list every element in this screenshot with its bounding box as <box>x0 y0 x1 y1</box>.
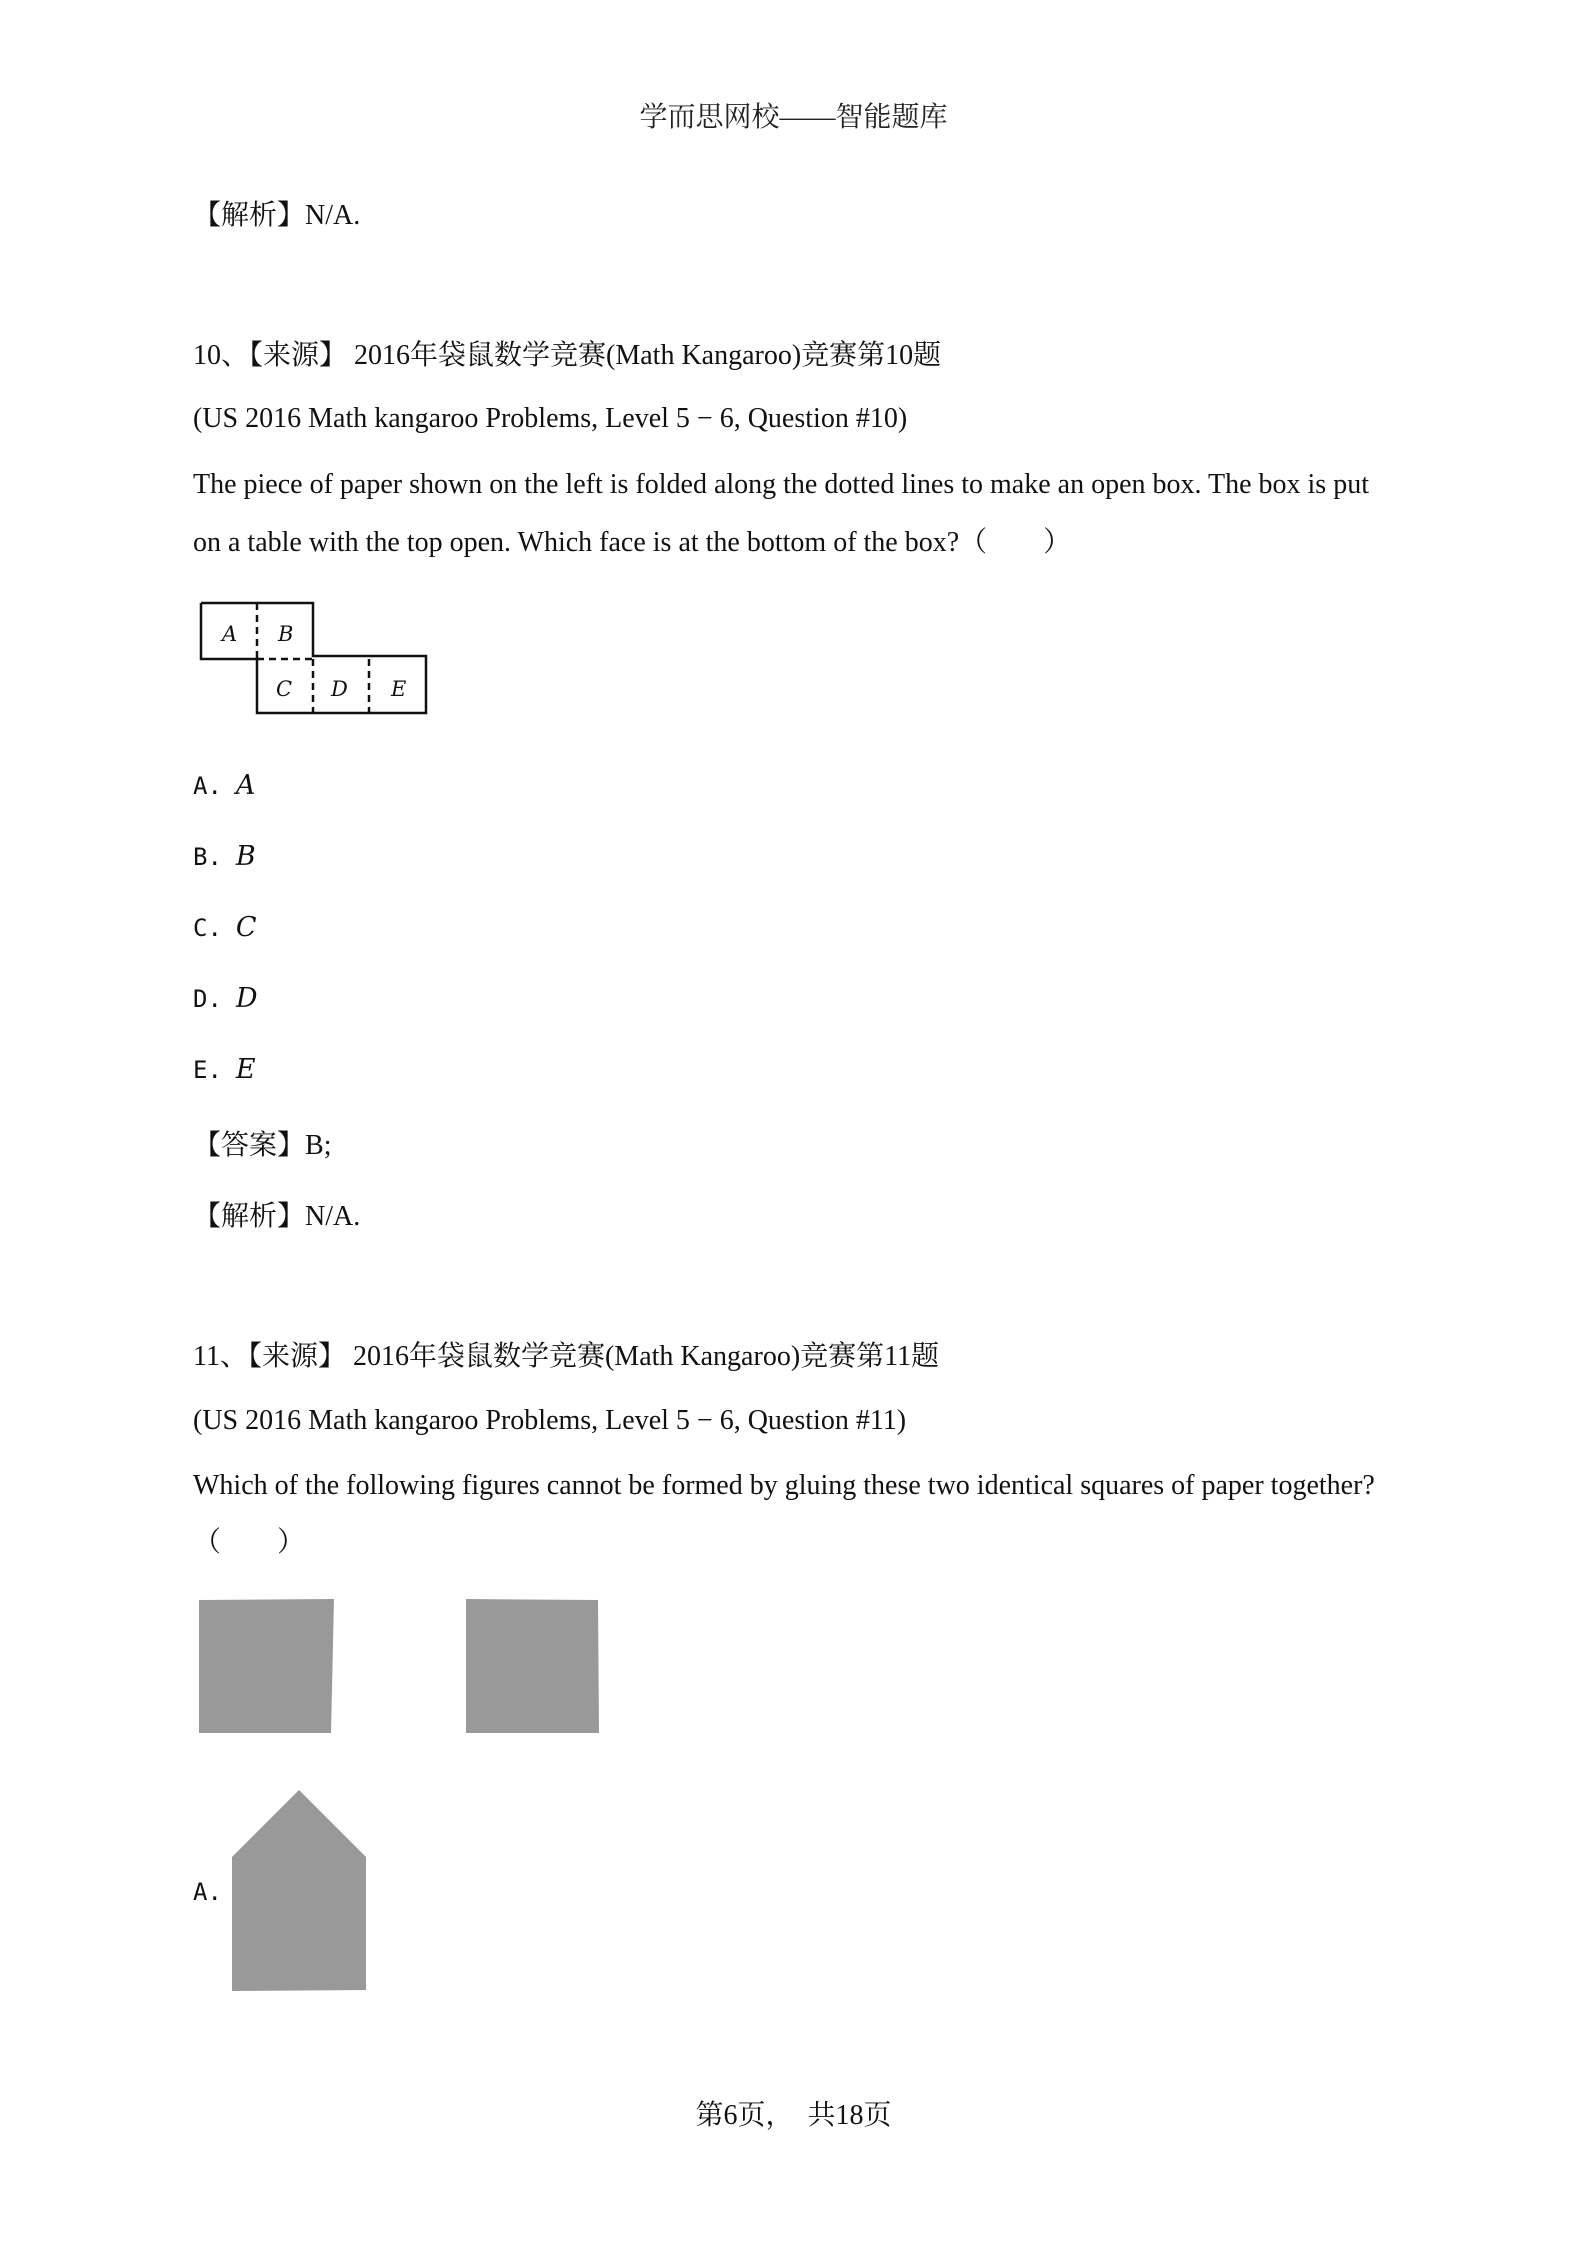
option-value: E <box>235 1054 256 1085</box>
q10-option-c[interactable] <box>193 912 257 943</box>
q11-source-text: 2016年袋鼠数学竞赛(Math Kangaroo)竞赛第11题 <box>352 1341 940 1372</box>
q11-text-line2: （ ） <box>193 1527 306 1558</box>
q10-answer-text: B; <box>305 1130 332 1161</box>
q10-source-text: 2016年袋鼠数学竞赛(Math Kangaroo)竞赛第10题 <box>354 340 942 371</box>
prev-analysis-text: N/A. <box>305 200 361 231</box>
q10-analysis-text: N/A. <box>305 1201 361 1232</box>
q10-box-net-diagram <box>200 602 430 717</box>
q11-source <box>193 1334 939 1374</box>
q10-option-d[interactable] <box>193 983 258 1014</box>
q11-source-label: 【来源】 <box>247 1341 346 1372</box>
page-footer: 第6页， 共18页 <box>695 2100 892 2131</box>
q10-number: 10、 <box>193 340 250 371</box>
option-value: C <box>235 912 257 943</box>
q10-text-line2: on a table with the top open. Which face is at the bottom of the box?（ ） <box>193 527 1072 558</box>
option-letter: E. <box>193 1056 222 1084</box>
option-letter: D. <box>193 985 222 1013</box>
q10-option-b[interactable] <box>193 841 256 872</box>
q10-text-line1: The piece of paper shown on the left is folded along the dotted lines to make an open box. The box is put <box>193 469 1369 500</box>
q10-answer-label: 【答案】 <box>193 1130 306 1161</box>
option-value: B <box>235 841 256 872</box>
q11-number: 11、 <box>193 1341 248 1372</box>
q10-option-e[interactable] <box>193 1054 256 1085</box>
option-letter: A. <box>193 1878 222 1906</box>
q10-source-label: 【来源】 <box>249 340 348 371</box>
prev-analysis-label: 【解析】 <box>193 200 306 231</box>
q10-option-a[interactable] <box>193 770 255 801</box>
net-face-b-label: B <box>278 622 294 646</box>
option-letter: A. <box>193 772 222 800</box>
option-letter: B. <box>193 843 222 871</box>
q10-source <box>193 333 941 373</box>
option-letter: C. <box>193 914 222 942</box>
q11-square-1 <box>199 1599 335 1735</box>
net-face-e-label: E <box>391 677 407 701</box>
net-face-a-label: A <box>222 622 238 646</box>
option-value: A <box>235 770 256 801</box>
option-value: D <box>235 983 258 1014</box>
q10-answer <box>193 1123 331 1163</box>
page-header: 学而思网校——智能题库 <box>639 102 948 133</box>
q10-analysis <box>193 1194 360 1234</box>
q11-option-a[interactable] <box>193 1876 222 1907</box>
net-face-d-label: D <box>331 677 348 701</box>
q10-analysis-label: 【解析】 <box>193 1201 306 1232</box>
net-face-c-label: C <box>276 677 293 701</box>
q11-option-a-house-figure <box>231 1790 368 1992</box>
q11-square-2 <box>466 1599 600 1735</box>
q10-subtitle: (US 2016 Math kangaroo Problems, Level 5 − 6, Question #10) <box>193 403 908 434</box>
q11-text-line1: Which of the following figures cannot be formed by gluing these two identical squares of paper together? <box>193 1470 1375 1501</box>
q11-subtitle: (US 2016 Math kangaroo Problems, Level 5 − 6, Question #11) <box>193 1405 907 1436</box>
prev-analysis <box>193 193 360 233</box>
